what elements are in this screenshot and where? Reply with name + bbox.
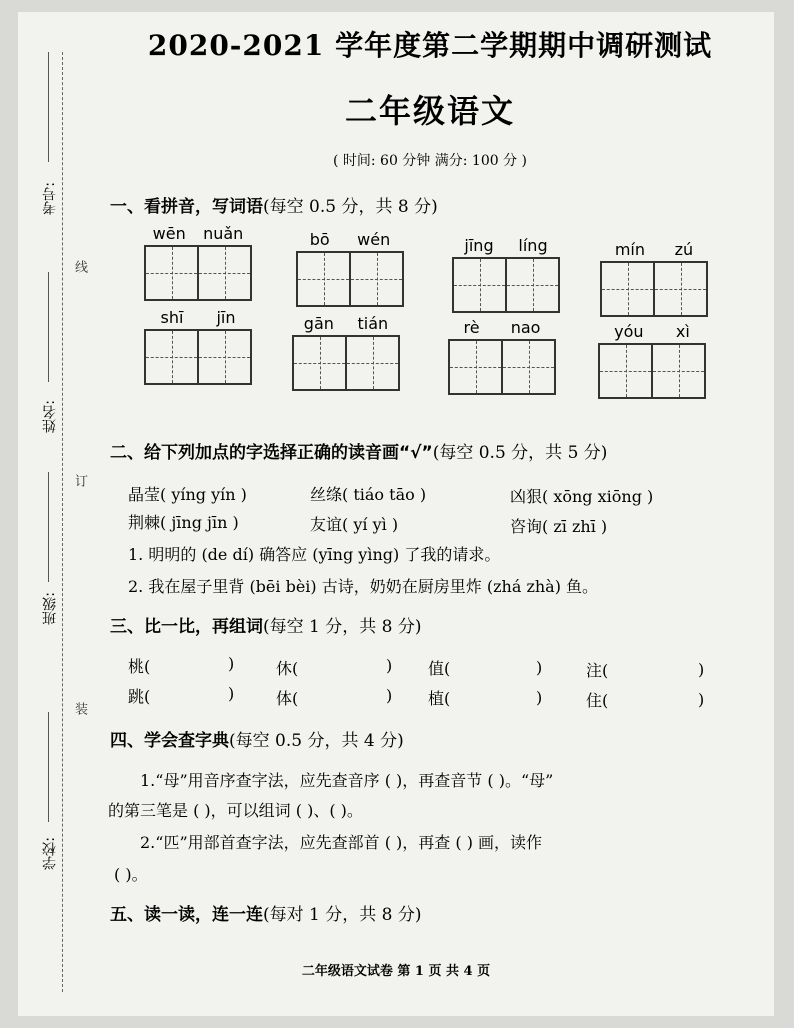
word-blank-close: ) — [228, 684, 235, 703]
reading-choice[interactable]: 晶莹( yíng yín ) — [128, 485, 247, 504]
pinyin-syllable: líng — [518, 236, 548, 255]
reading-sentence-1[interactable]: 1. 明明的 (de dí) 确答应 (yīng yìng) 了我的请求。 — [128, 545, 501, 564]
exam-info: ( 时间: 60 分钟 满分: 100 分 ) — [332, 153, 528, 169]
label-xuexiao: 学校: — [42, 837, 58, 870]
section-4-note: (每空 0.5 分，共 4 分) — [229, 731, 404, 751]
section-5-title: 五、读一读，连一连 — [110, 905, 263, 925]
word-blank-close: ) — [228, 654, 235, 673]
reading-choice[interactable]: 荆棘( jīng jīn ) — [128, 513, 239, 532]
pinyin-syllable: yóu — [614, 322, 644, 341]
pinyin-syllable: nuǎn — [203, 224, 244, 243]
label-xingming: 姓名: — [42, 400, 58, 433]
reading-choice[interactable]: 凶狠( xōng xiōng ) — [510, 487, 654, 506]
section-3-title: 三、比一比，再组词 — [110, 617, 263, 637]
dictionary-line-3[interactable]: 2.“匹”用部首查字法，应先查部首 ( )，再查 ( ) 画，读作 — [140, 833, 543, 852]
word-blank-close: ) — [698, 690, 705, 709]
mark-zhuang: 装 — [72, 702, 87, 715]
pinyin-syllable: nao — [510, 318, 541, 337]
pinyin-syllable: rè — [463, 318, 480, 337]
word-blank-open[interactable]: 休( — [276, 659, 299, 678]
section-5-note: (每对 1 分，共 8 分) — [263, 905, 422, 925]
word-blank-open[interactable]: 值( — [428, 659, 451, 678]
pinyin-syllable: gān — [303, 314, 334, 333]
reading-choice[interactable]: 友谊( yí yì ) — [310, 515, 399, 534]
exam-title: 2020-2021 学年度第二学期期中调研测试 — [147, 29, 713, 62]
footer-area — [18, 0, 774, 1028]
dictionary-line-4[interactable]: ( )。 — [114, 865, 148, 884]
section-1-note: (每空 0.5 分，共 8 分) — [263, 197, 438, 217]
label-banji: 班级: — [42, 592, 58, 625]
section-3-note: (每空 1 分，共 8 分) — [263, 617, 422, 637]
section-2-note: (每空 0.5 分，共 5 分) — [432, 443, 608, 463]
word-blank-close: ) — [536, 658, 543, 677]
word-blank-open[interactable]: 体( — [276, 689, 299, 708]
word-blank-open[interactable]: 植( — [428, 689, 451, 708]
section-1-title: 一、看拼音，写词语 — [110, 197, 263, 217]
page-footer: 二年级语文试卷 第 1 页 共 4 页 — [301, 964, 491, 979]
dictionary-line-1[interactable]: 1.“母”用音序查字法，应先查音序 ( )，再查音节 ( )。“母” — [140, 771, 554, 790]
pinyin-syllable: wēn — [152, 224, 186, 243]
reading-choice[interactable]: 咨询( zī zhī ) — [510, 517, 608, 536]
pinyin-syllable: jīng — [464, 236, 494, 255]
pinyin-syllable: xì — [675, 322, 690, 341]
pinyin-syllable: tián — [357, 314, 389, 333]
pinyin-syllable: wén — [357, 230, 391, 249]
word-blank-close: ) — [386, 656, 393, 675]
word-blank-open[interactable]: 住( — [586, 691, 609, 710]
label-kaohao: 考号: — [42, 182, 58, 215]
word-blank-close: ) — [386, 686, 393, 705]
pinyin-syllable: zú — [674, 240, 694, 259]
mark-ding: 订 — [72, 474, 87, 487]
word-blank-open[interactable]: 注( — [586, 661, 609, 680]
word-blank-close: ) — [698, 660, 705, 679]
word-blank-open[interactable]: 跳( — [128, 687, 151, 706]
word-blank-close: ) — [536, 688, 543, 707]
dictionary-line-2[interactable]: 的第三笔是 ( )，可以组词 ( )、( )。 — [108, 801, 363, 820]
pinyin-syllable: jīn — [216, 308, 236, 327]
section-2-title: 二、给下列加点的字选择正确的读音画“√” — [110, 443, 433, 463]
pinyin-syllable: bō — [309, 230, 330, 249]
mark-xian: 线 — [72, 260, 87, 273]
word-blank-open[interactable]: 桃( — [128, 657, 151, 676]
reading-choice[interactable]: 丝绦( tiáo tāo ) — [310, 485, 427, 504]
reading-sentence-2[interactable]: 2. 我在屋子里背 (bēi bèi) 古诗，奶奶在厨房里炸 (zhá zhà) 鱼。 — [128, 577, 599, 596]
subject-title: 二年级语文 — [344, 92, 515, 130]
section-4-title: 四、学会查字典 — [110, 731, 229, 751]
pinyin-syllable: mín — [614, 240, 645, 259]
pinyin-syllable: shī — [160, 308, 184, 327]
